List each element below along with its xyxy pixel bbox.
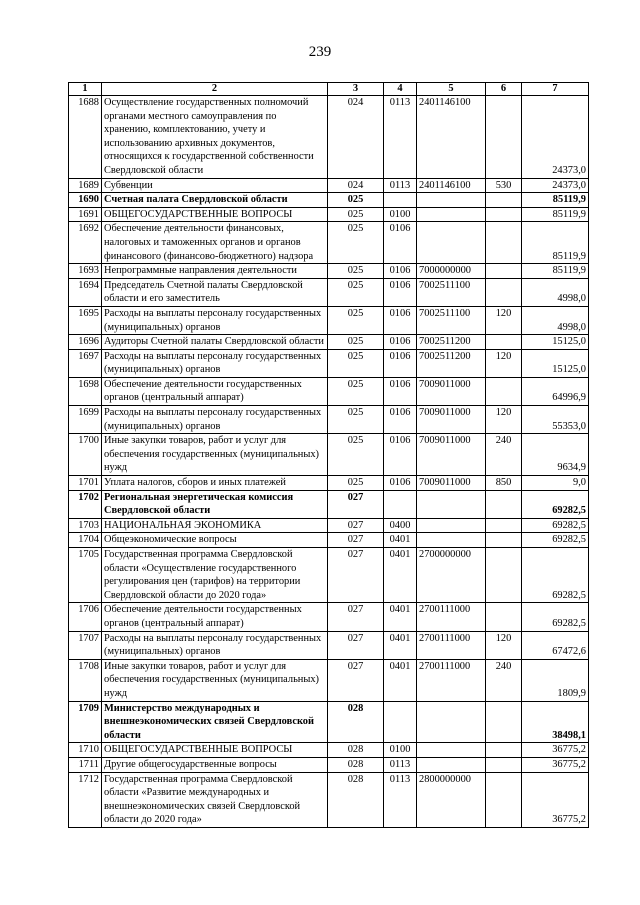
table-row xyxy=(69,222,589,264)
header-col-5: 5 xyxy=(417,83,486,96)
row-amount: 69282,5 xyxy=(522,518,589,533)
row-expense-type xyxy=(486,533,522,548)
row-amount: 69282,5 xyxy=(522,490,589,518)
row-amount: 36775,2 xyxy=(522,772,589,827)
row-target-code xyxy=(417,701,486,743)
row-amount: 64996,9 xyxy=(522,377,589,405)
row-number: 1690 xyxy=(69,193,102,208)
row-ministry-code: 027 xyxy=(328,490,384,518)
row-ministry-code: 025 xyxy=(328,476,384,491)
table-row xyxy=(69,278,589,306)
row-name: Расходы на выплаты персоналу государственных (муниципальных) органов xyxy=(102,306,328,334)
row-amount: 15125,0 xyxy=(522,349,589,377)
table-row xyxy=(69,518,589,533)
row-amount: 4998,0 xyxy=(522,306,589,334)
row-amount: 69282,5 xyxy=(522,548,589,603)
row-target-code xyxy=(417,757,486,772)
row-section-code: 0106 xyxy=(384,264,417,279)
row-expense-type xyxy=(486,264,522,279)
table-row xyxy=(69,631,589,659)
row-name: Государственная программа Свердловской области «Осуществление государственного регулирования цен (тарифов) на территории Свердловской области до 2020 года» xyxy=(102,548,328,603)
row-section-code: 0401 xyxy=(384,603,417,631)
row-number: 1708 xyxy=(69,659,102,701)
header-col-3: 3 xyxy=(328,83,384,96)
row-amount: 36775,2 xyxy=(522,743,589,758)
row-name: Иные закупки товаров, работ и услуг для обеспечения государственных (муниципальных) нужд xyxy=(102,659,328,701)
row-ministry-code: 027 xyxy=(328,603,384,631)
row-number: 1693 xyxy=(69,264,102,279)
table-row xyxy=(69,349,589,377)
row-expense-type: 850 xyxy=(486,476,522,491)
row-expense-type xyxy=(486,278,522,306)
row-number: 1698 xyxy=(69,377,102,405)
row-name: Аудиторы Счетной палаты Свердловской области xyxy=(102,335,328,350)
row-target-code: 2800000000 xyxy=(417,772,486,827)
row-amount: 67472,6 xyxy=(522,631,589,659)
row-target-code: 7009011000 xyxy=(417,377,486,405)
row-expense-type xyxy=(486,96,522,179)
row-number: 1692 xyxy=(69,222,102,264)
row-ministry-code: 027 xyxy=(328,631,384,659)
table-row xyxy=(69,207,589,222)
row-ministry-code: 025 xyxy=(328,306,384,334)
row-target-code: 7000000000 xyxy=(417,264,486,279)
row-section-code: 0106 xyxy=(384,222,417,264)
row-number: 1691 xyxy=(69,207,102,222)
row-section-code xyxy=(384,701,417,743)
row-ministry-code: 024 xyxy=(328,178,384,193)
row-number: 1712 xyxy=(69,772,102,827)
row-target-code xyxy=(417,207,486,222)
row-amount: 15125,0 xyxy=(522,335,589,350)
row-target-code: 7009011000 xyxy=(417,406,486,434)
row-section-code: 0113 xyxy=(384,757,417,772)
row-name: ОБЩЕГОСУДАРСТВЕННЫЕ ВОПРОСЫ xyxy=(102,743,328,758)
row-amount: 85119,9 xyxy=(522,207,589,222)
row-number: 1694 xyxy=(69,278,102,306)
row-expense-type xyxy=(486,222,522,264)
row-number: 1699 xyxy=(69,406,102,434)
row-target-code: 2700111000 xyxy=(417,603,486,631)
row-amount: 24373,0 xyxy=(522,96,589,179)
row-expense-type xyxy=(486,518,522,533)
row-target-code xyxy=(417,533,486,548)
header-col-6: 6 xyxy=(486,83,522,96)
table-row xyxy=(69,377,589,405)
row-number: 1702 xyxy=(69,490,102,518)
row-name: Непрограммные направления деятельности xyxy=(102,264,328,279)
table-row xyxy=(69,306,589,334)
row-section-code: 0106 xyxy=(384,335,417,350)
row-expense-type xyxy=(486,743,522,758)
table-row xyxy=(69,96,589,179)
table-row xyxy=(69,603,589,631)
row-amount: 9,0 xyxy=(522,476,589,491)
row-name: Государственная программа Свердловской области «Развитие международных и внешнеэкономических связей Свердловской области до 2020 года» xyxy=(102,772,328,827)
row-ministry-code: 025 xyxy=(328,278,384,306)
row-name: Расходы на выплаты персоналу государственных (муниципальных) органов xyxy=(102,349,328,377)
budget-table xyxy=(68,82,589,828)
row-ministry-code: 025 xyxy=(328,222,384,264)
table-row xyxy=(69,533,589,548)
table-row xyxy=(69,406,589,434)
row-amount: 4998,0 xyxy=(522,278,589,306)
row-section-code: 0106 xyxy=(384,476,417,491)
row-section-code: 0100 xyxy=(384,207,417,222)
row-number: 1701 xyxy=(69,476,102,491)
row-amount: 69282,5 xyxy=(522,533,589,548)
row-target-code: 7002511200 xyxy=(417,335,486,350)
row-target-code: 2700111000 xyxy=(417,631,486,659)
row-section-code: 0401 xyxy=(384,631,417,659)
row-name: Расходы на выплаты персоналу государственных (муниципальных) органов xyxy=(102,631,328,659)
row-number: 1706 xyxy=(69,603,102,631)
row-number: 1700 xyxy=(69,434,102,476)
row-expense-type xyxy=(486,701,522,743)
header-col-4: 4 xyxy=(384,83,417,96)
table-row xyxy=(69,193,589,208)
row-section-code: 0401 xyxy=(384,659,417,701)
row-section-code xyxy=(384,490,417,518)
row-section-code: 0106 xyxy=(384,306,417,334)
row-expense-type: 120 xyxy=(486,406,522,434)
row-section-code: 0401 xyxy=(384,533,417,548)
row-number: 1695 xyxy=(69,306,102,334)
row-name: Осуществление государственных полномочий органами местного самоуправления по хранению, комплектованию, учету и использованию архивных документов, относящихся к государственной собственности Свердловской области xyxy=(102,96,328,179)
row-expense-type: 530 xyxy=(486,178,522,193)
row-section-code: 0401 xyxy=(384,548,417,603)
row-expense-type: 120 xyxy=(486,306,522,334)
row-amount: 9634,9 xyxy=(522,434,589,476)
row-ministry-code: 024 xyxy=(328,96,384,179)
row-target-code: 7009011000 xyxy=(417,434,486,476)
row-amount: 1809,9 xyxy=(522,659,589,701)
row-number: 1696 xyxy=(69,335,102,350)
row-ministry-code: 028 xyxy=(328,701,384,743)
row-name: Общеэкономические вопросы xyxy=(102,533,328,548)
header-col-1: 1 xyxy=(69,83,102,96)
row-target-code xyxy=(417,743,486,758)
row-section-code: 0100 xyxy=(384,743,417,758)
table-row xyxy=(69,772,589,827)
row-target-code: 7002511200 xyxy=(417,349,486,377)
row-ministry-code: 025 xyxy=(328,434,384,476)
table-row xyxy=(69,757,589,772)
row-name: Иные закупки товаров, работ и услуг для обеспечения государственных (муниципальных) нужд xyxy=(102,434,328,476)
row-name: Обеспечение деятельности государственных органов (центральный аппарат) xyxy=(102,377,328,405)
row-ministry-code: 027 xyxy=(328,533,384,548)
row-name: Обеспечение деятельности финансовых, налоговых и таможенных органов и органов финансового (финансово-бюджетного) надзора xyxy=(102,222,328,264)
row-number: 1710 xyxy=(69,743,102,758)
row-amount: 38498,1 xyxy=(522,701,589,743)
row-name: ОБЩЕГОСУДАРСТВЕННЫЕ ВОПРОСЫ xyxy=(102,207,328,222)
row-expense-type xyxy=(486,772,522,827)
row-expense-type xyxy=(486,757,522,772)
row-ministry-code: 027 xyxy=(328,548,384,603)
row-target-code xyxy=(417,490,486,518)
row-section-code: 0400 xyxy=(384,518,417,533)
row-name: Другие общегосударственные вопросы xyxy=(102,757,328,772)
row-expense-type: 120 xyxy=(486,631,522,659)
row-expense-type xyxy=(486,490,522,518)
row-ministry-code: 025 xyxy=(328,377,384,405)
row-ministry-code: 025 xyxy=(328,264,384,279)
row-amount: 85119,9 xyxy=(522,193,589,208)
header-col-7: 7 xyxy=(522,83,589,96)
row-name: Субвенции xyxy=(102,178,328,193)
table-row xyxy=(69,743,589,758)
row-section-code: 0106 xyxy=(384,377,417,405)
row-section-code: 0106 xyxy=(384,434,417,476)
table-row xyxy=(69,476,589,491)
row-target-code: 2401146100 xyxy=(417,96,486,179)
row-section-code: 0106 xyxy=(384,349,417,377)
row-target-code: 2700111000 xyxy=(417,659,486,701)
row-amount: 85119,9 xyxy=(522,222,589,264)
row-section-code: 0113 xyxy=(384,96,417,179)
row-expense-type xyxy=(486,335,522,350)
row-amount: 36775,2 xyxy=(522,757,589,772)
row-amount: 69282,5 xyxy=(522,603,589,631)
row-ministry-code: 025 xyxy=(328,335,384,350)
page-number: 239 xyxy=(308,44,332,60)
table-row xyxy=(69,434,589,476)
row-name: Счетная палата Свердловской области xyxy=(102,193,328,208)
row-ministry-code: 025 xyxy=(328,406,384,434)
header-row xyxy=(69,83,589,96)
row-name: НАЦИОНАЛЬНАЯ ЭКОНОМИКА xyxy=(102,518,328,533)
table-row xyxy=(69,178,589,193)
row-ministry-code: 028 xyxy=(328,772,384,827)
row-number: 1709 xyxy=(69,701,102,743)
table-row xyxy=(69,335,589,350)
row-section-code: 0106 xyxy=(384,406,417,434)
row-section-code: 0113 xyxy=(384,772,417,827)
table-row xyxy=(69,490,589,518)
row-ministry-code: 025 xyxy=(328,207,384,222)
row-expense-type xyxy=(486,548,522,603)
row-name: Обеспечение деятельности государственных органов (центральный аппарат) xyxy=(102,603,328,631)
row-expense-type xyxy=(486,603,522,631)
table-row xyxy=(69,548,589,603)
row-ministry-code: 027 xyxy=(328,518,384,533)
row-ministry-code: 025 xyxy=(328,193,384,208)
row-expense-type xyxy=(486,377,522,405)
row-name: Председатель Счетной палаты Свердловской области и его заместитель xyxy=(102,278,328,306)
row-name: Уплата налогов, сборов и иных платежей xyxy=(102,476,328,491)
row-expense-type xyxy=(486,207,522,222)
row-target-code: 7002511100 xyxy=(417,306,486,334)
row-section-code xyxy=(384,193,417,208)
row-target-code xyxy=(417,193,486,208)
row-expense-type: 120 xyxy=(486,349,522,377)
row-number: 1704 xyxy=(69,533,102,548)
row-number: 1697 xyxy=(69,349,102,377)
row-name: Региональная энергетическая комиссия Свердловской области xyxy=(102,490,328,518)
row-number: 1711 xyxy=(69,757,102,772)
row-target-code: 7002511100 xyxy=(417,278,486,306)
row-number: 1705 xyxy=(69,548,102,603)
row-target-code xyxy=(417,518,486,533)
row-target-code: 7009011000 xyxy=(417,476,486,491)
row-ministry-code: 028 xyxy=(328,743,384,758)
row-number: 1703 xyxy=(69,518,102,533)
row-ministry-code: 028 xyxy=(328,757,384,772)
row-number: 1689 xyxy=(69,178,102,193)
row-amount: 85119,9 xyxy=(522,264,589,279)
row-amount: 24373,0 xyxy=(522,178,589,193)
row-target-code: 2700000000 xyxy=(417,548,486,603)
row-section-code: 0106 xyxy=(384,278,417,306)
table-row xyxy=(69,701,589,743)
row-number: 1707 xyxy=(69,631,102,659)
row-target-code: 2401146100 xyxy=(417,178,486,193)
row-expense-type: 240 xyxy=(486,434,522,476)
table-row xyxy=(69,659,589,701)
row-name: Министерство международных и внешнеэкономических связей Свердловской области xyxy=(102,701,328,743)
row-number: 1688 xyxy=(69,96,102,179)
header-col-2: 2 xyxy=(102,83,328,96)
row-ministry-code: 025 xyxy=(328,349,384,377)
row-section-code: 0113 xyxy=(384,178,417,193)
row-expense-type xyxy=(486,193,522,208)
row-ministry-code: 027 xyxy=(328,659,384,701)
row-target-code xyxy=(417,222,486,264)
row-expense-type: 240 xyxy=(486,659,522,701)
row-name: Расходы на выплаты персоналу государственных (муниципальных) органов xyxy=(102,406,328,434)
row-amount: 55353,0 xyxy=(522,406,589,434)
table-row xyxy=(69,264,589,279)
